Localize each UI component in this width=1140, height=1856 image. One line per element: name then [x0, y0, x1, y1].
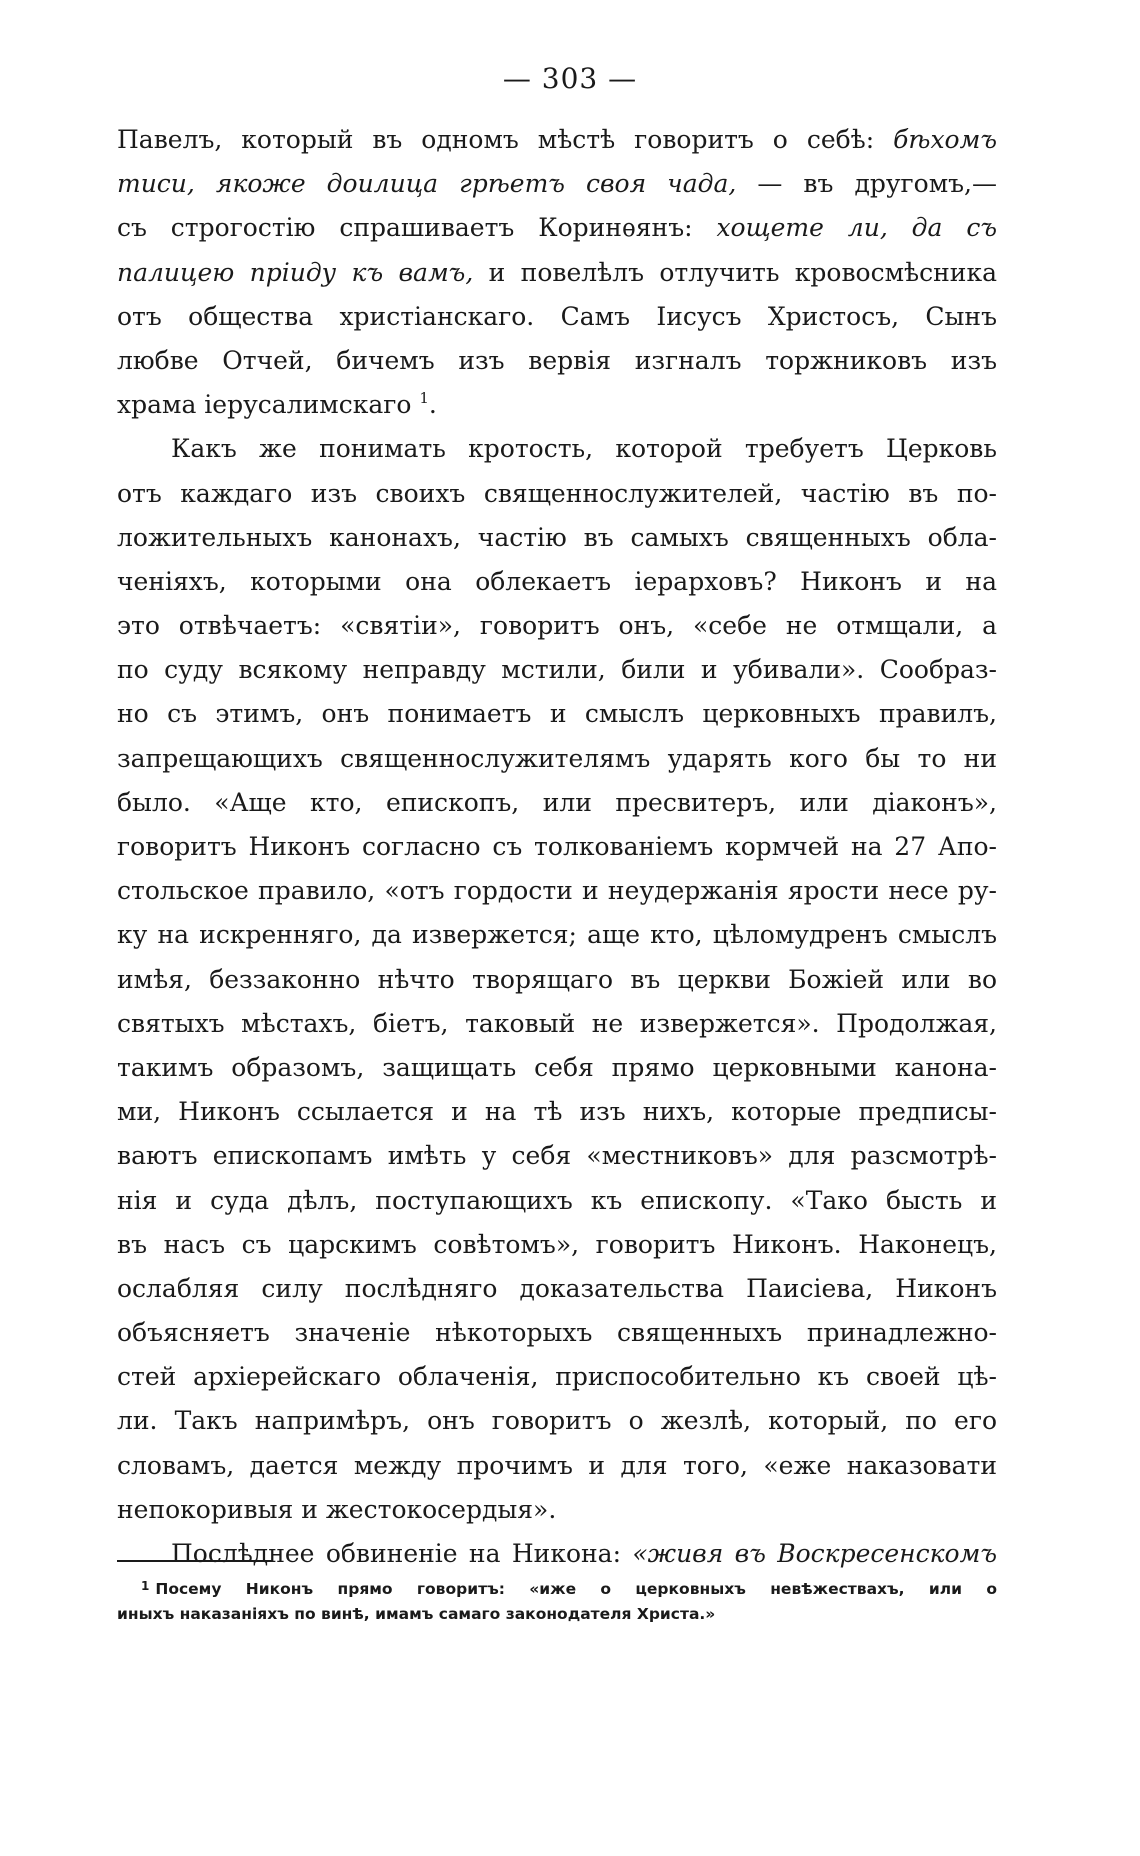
- main-text: [117, 118, 997, 1576]
- text-line: [117, 427, 997, 471]
- text-line: [117, 560, 997, 604]
- text-line: [117, 1399, 997, 1443]
- text-line: [117, 692, 997, 736]
- text-line: [117, 1134, 997, 1178]
- text-line: [117, 1311, 997, 1355]
- text-segment: Павелъ, который въ одномъ мѣстѣ говоритъ о себѣ:: [117, 125, 894, 154]
- text-segment: отъ каждаго изъ своихъ священнослужителей, частію въ по-: [117, 478, 997, 508]
- text-segment: Какъ же понимать кротость, которой требуетъ Церковь: [171, 434, 997, 464]
- text-line: [117, 251, 997, 295]
- footnote-text: Посему Никонъ прямо говоритъ: «иже о церковныхъ невѣжествахъ, или о: [155, 1580, 997, 1598]
- text-line: [117, 206, 997, 250]
- text-segment: объясняетъ значеніе нѣкоторыхъ священныхъ принадлежно-: [117, 1318, 997, 1348]
- text-segment: говоритъ Никонъ согласно съ толкованіемъ кормчей на 27 Апо-: [117, 832, 997, 861]
- text-line: [117, 383, 997, 427]
- text-segment: запрещающихъ священнослужителямъ ударять кого бы то ни: [117, 743, 997, 773]
- text-segment: стольское правило, «отъ гордости и неудержанія ярости несе ру-: [117, 876, 997, 906]
- text-segment: ослабляя силу послѣдняго доказательства Паисіева, Никонъ: [117, 1273, 997, 1303]
- text-segment: но съ этимъ, онъ понимаетъ и смыслъ церковныхъ правилъ,: [117, 699, 997, 729]
- text-segment: ку на искренняго, да извержется; аще кто, цѣломудренъ смыслъ: [117, 920, 997, 950]
- text-segment: стей архіерейскаго облаченія, приспособительно къ своей цѣ-: [117, 1362, 997, 1392]
- text-segment: было. «Аще кто, епископъ, или пресвитеръ, или діаконъ»,: [117, 787, 997, 817]
- text-line: [117, 516, 997, 560]
- text-segment: .: [428, 390, 437, 420]
- text-segment: это отвѣчаетъ: «святіи», говоритъ онъ, «себе не отмщали, а: [117, 611, 997, 641]
- text-line: [117, 1267, 997, 1311]
- text-segment: ли. Такъ напримѣръ, онъ говоритъ о жезлѣ, который, по его: [117, 1406, 997, 1436]
- italic-quote: палицею пріиду къ вамъ,: [117, 257, 474, 287]
- italic-quote: хощете ли, да съ: [716, 213, 997, 243]
- text-segment: ченіяхъ, которыми она облекаетъ іерарховъ? Никонъ и на: [117, 566, 997, 596]
- text-segment: — въ другомъ,—: [736, 169, 997, 199]
- text-segment: непокоривыя и жестокосердыя».: [117, 1494, 557, 1524]
- text-line: [117, 958, 997, 1002]
- text-line: [117, 1002, 997, 1046]
- text-segment: имѣя, беззаконно нѣчто творящаго въ церкви Божіей или во: [117, 964, 997, 994]
- text-line: [117, 472, 997, 516]
- text-segment: съ строгостію спрашиваетъ Коринѳянъ:: [117, 213, 717, 243]
- text-segment: ми, Никонъ ссылается и на тѣ изъ нихъ, которые предписы-: [117, 1097, 997, 1127]
- text-line: [117, 118, 997, 162]
- text-segment: ложительныхъ канонахъ, частію въ самыхъ священныхъ обла-: [117, 522, 997, 552]
- text-segment: въ насъ съ царскимъ совѣтомъ», говоритъ Никонъ. Наконецъ,: [117, 1229, 997, 1259]
- text-line: [117, 1355, 997, 1399]
- footnote-divider: [117, 1560, 273, 1562]
- text-line: [117, 1179, 997, 1223]
- text-segment: любве Отчей, бичемъ изъ вервія изгналъ торжниковъ изъ: [117, 345, 997, 375]
- page-number: — 303 —: [502, 62, 638, 95]
- text-line: [117, 1488, 997, 1532]
- footnote-marker: 1: [141, 1579, 150, 1593]
- text-line: [117, 825, 997, 869]
- text-segment: храма іерусалимскаго: [117, 390, 420, 420]
- text-segment: по суду всякому неправду мстили, били и убивали». Сообраз-: [117, 655, 997, 685]
- text-line: [117, 339, 997, 383]
- text-line: [117, 1090, 997, 1134]
- italic-quote: тиси, якоже доилица грѣетъ своя чада,: [117, 169, 737, 199]
- footnote-line: [117, 1600, 997, 1628]
- text-line: [117, 162, 997, 206]
- text-line: [117, 604, 997, 648]
- text-line: [117, 295, 997, 339]
- footnote: [117, 1572, 997, 1628]
- italic-quote: «живя въ Воскресенскомъ: [632, 1539, 997, 1568]
- text-segment: словамъ, дается между прочимъ и для того, «еже наказовати: [117, 1450, 997, 1480]
- italic-quote: бѣхомъ: [893, 125, 997, 154]
- text-segment: ваютъ епископамъ имѣть у себя «местниковъ» для разсмотрѣ-: [117, 1141, 997, 1171]
- text-line: [117, 648, 997, 692]
- text-line: [117, 869, 997, 913]
- text-segment: такимъ образомъ, защищать себя прямо церковными канона-: [117, 1052, 997, 1082]
- text-segment: отъ общества христіанскаго. Самъ Іисусъ Христосъ, Сынъ: [117, 301, 997, 331]
- text-segment: и повелѣлъ отлучить кровосмѣсника: [473, 257, 997, 287]
- footnote-reference: 1: [419, 389, 429, 408]
- footnote-line: [117, 1572, 997, 1600]
- footnote-text: иныхъ наказаніяхъ по винѣ, имамъ самаго законодателя Христа.»: [117, 1605, 716, 1623]
- text-segment: святыхъ мѣстахъ, біетъ, таковый не извержется». Продолжая,: [117, 1008, 997, 1038]
- text-line: [117, 1532, 997, 1576]
- text-line: [117, 1444, 997, 1488]
- text-segment: Послѣднее обвиненіе на Никона:: [171, 1539, 633, 1568]
- text-line: [117, 913, 997, 957]
- text-line: [117, 781, 997, 825]
- text-line: [117, 737, 997, 781]
- text-line: [117, 1046, 997, 1090]
- text-segment: нія и суда дѣлъ, поступающихъ къ епископу. «Тако бысть и: [117, 1185, 997, 1215]
- text-line: [117, 1223, 997, 1267]
